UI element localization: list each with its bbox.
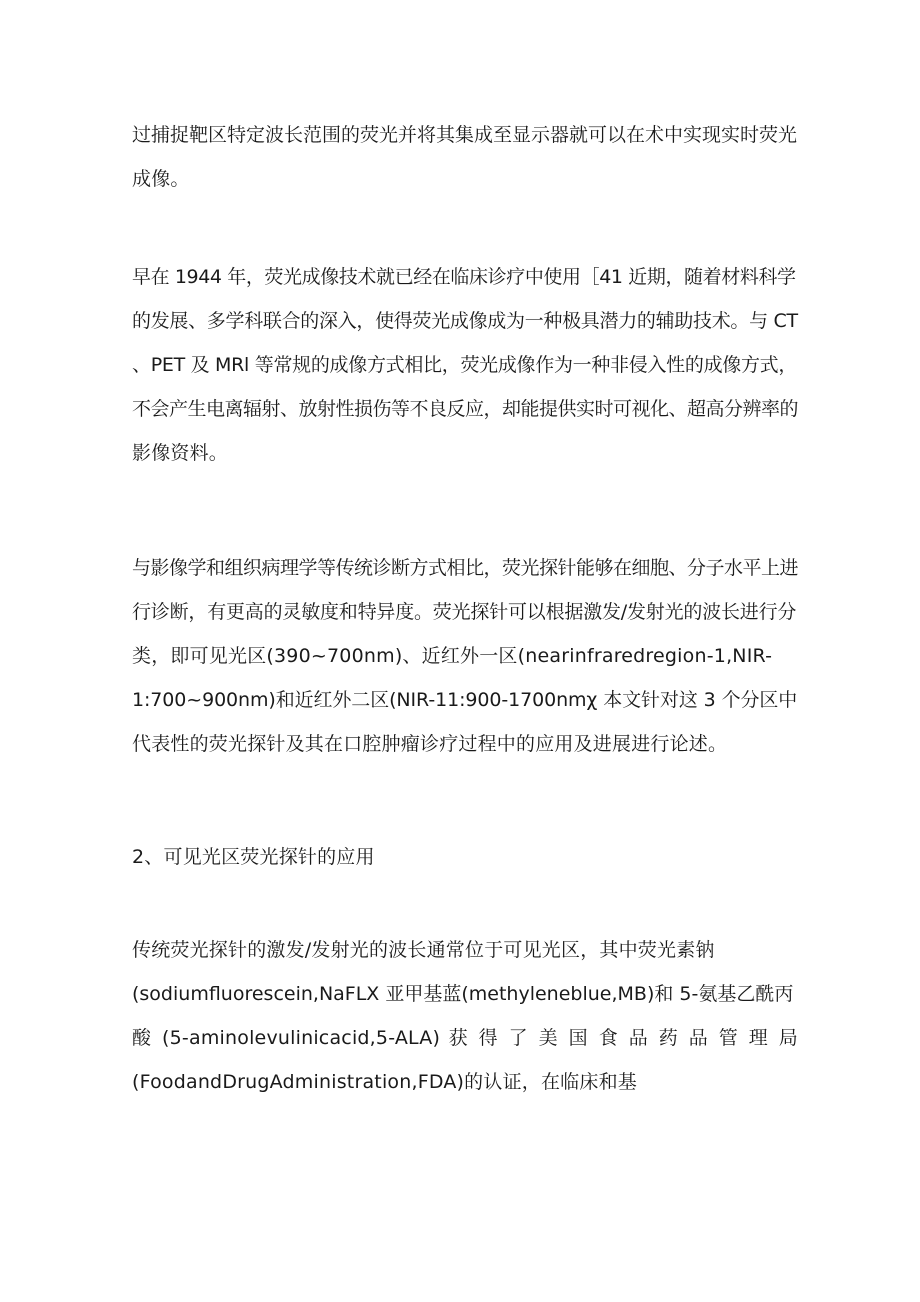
text-line: (FoodandDrugAdministration,FDA)的认证，在临床和基 bbox=[132, 1071, 637, 1093]
text-line: 与影像学和组织病理学等传统诊断方式相比，荧光探针能够在细胞、分子水平上进 bbox=[132, 557, 799, 579]
text-line: 行诊断，有更高的灵敏度和特异度。荧光探针可以根据激发/发射光的波长进行分 bbox=[132, 601, 797, 623]
paragraph-probe-classification bbox=[132, 546, 798, 766]
section-heading bbox=[132, 835, 798, 879]
section-heading-text: 2、可见光区荧光探针的应用 bbox=[132, 846, 375, 868]
text-line: 酸 (5-aminolevulinicacid,5-ALA) 获 得 了 美 国 食 品 药 品 管 理 局 bbox=[132, 1027, 798, 1049]
text-line: 不会产生电离辐射、放射性损伤等不良反应，却能提供实时可视化、超高分辨率的 bbox=[132, 398, 799, 420]
text-line: 类，即可见光区(390~700nm)、近红外一区(nearinfraredregion-1,NIR- bbox=[132, 645, 773, 667]
text-line: 成像。 bbox=[132, 168, 190, 190]
text-line: 、PET 及 MRl 等常规的成像方式相比，荧光成像作为一种非侵入性的成像方式， bbox=[132, 354, 798, 376]
text-line: 的发展、多学科联合的深入，使得荧光成像成为一种极具潜力的辅助技术。与 CT bbox=[132, 310, 798, 332]
text-line: (sodiumfluorescein,NaFLX 亚甲基蓝(methyleneblue,MB)和 5-氨基乙酰丙 bbox=[132, 983, 794, 1005]
text-line: 1:700~900nm)和近红外二区(NIR-11:900-1700nmχ 本文针对这 3 个分区中 bbox=[132, 689, 798, 711]
text-line: 代表性的荧光探针及其在口腔肿瘤诊疗过程中的应用及进展进行论述。 bbox=[132, 733, 728, 755]
paragraph-history bbox=[132, 255, 798, 475]
text-line: 早在 1944 年，荧光成像技术就已经在临床诊疗中使用［41 近期，随着材料科学 bbox=[132, 266, 796, 288]
text-line: 过捕捉靶区特定波长范围的荧光并将其集成至显示器就可以在术中实现实时荧光 bbox=[132, 124, 798, 146]
paragraph-visible-light-probes bbox=[132, 928, 798, 1104]
paragraph-intro-continuation bbox=[132, 113, 798, 201]
text-line: 影像资料。 bbox=[132, 442, 229, 464]
text-line: 传统荧光探针的激发/发射光的波长通常位于可见光区，其中荧光素钠 bbox=[132, 939, 715, 961]
